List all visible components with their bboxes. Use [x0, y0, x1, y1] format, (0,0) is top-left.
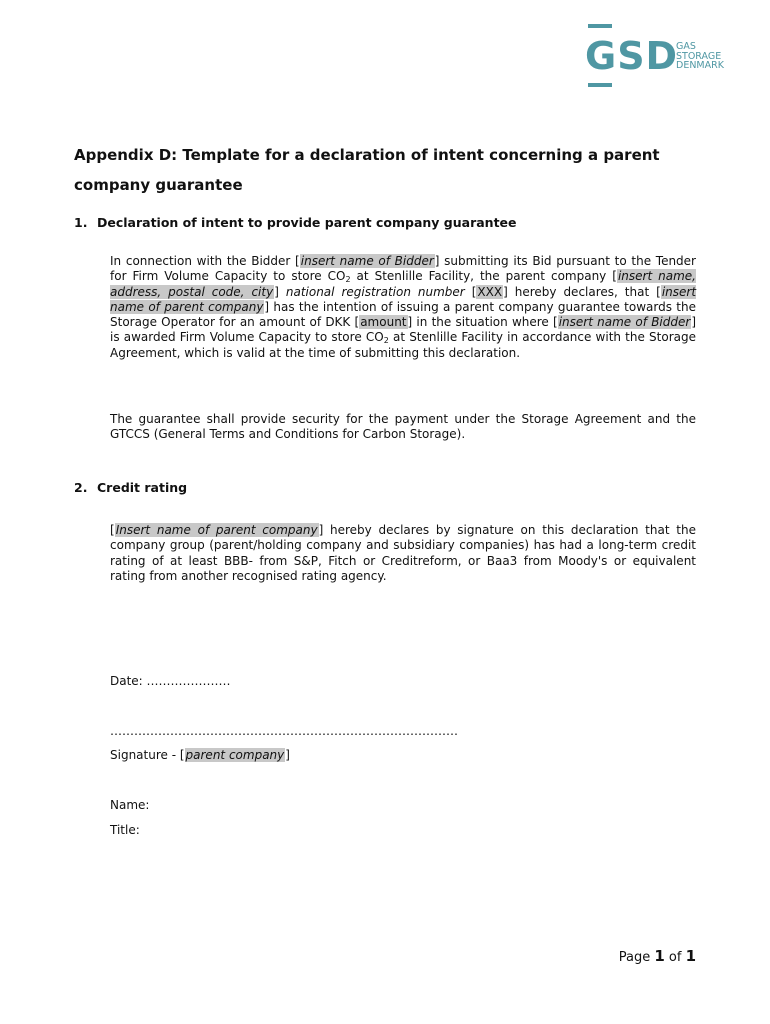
title-label: Title: — [110, 823, 140, 837]
logo-subtitle — [676, 42, 724, 71]
text-run: [ — [110, 523, 115, 537]
placeholder-signature-parent: parent company — [185, 748, 285, 762]
name-label: Name: — [110, 798, 150, 812]
gsd-logo — [585, 24, 745, 92]
text-run: ] is awarded Firm Volume Capacity to store CO — [110, 315, 696, 345]
section-1-number: 1. — [74, 215, 88, 230]
section-2-paragraph-1 — [110, 523, 696, 584]
subscript: 2 — [383, 336, 389, 346]
placeholder-parent-company: insert name of parent company — [110, 284, 697, 314]
text-run: ] hereby declares by signature on this declaration that the company group (parent/holding company and subsidiary companies) has had a long-term credit rating of at least BBB- from S&P, Fitch or Creditreform, or Baa3 from Moody's or equivalent rating from another recognised rating agency. — [110, 523, 696, 583]
logo-line-3: DENMARK — [676, 60, 724, 71]
placeholder-bidder-name: insert name of Bidder — [300, 254, 434, 268]
text-run: ] — [274, 284, 286, 299]
date-line: Date: ………………… — [110, 674, 231, 688]
text-run: at Stenlille Facility, the parent company [ — [350, 269, 617, 284]
registration-label: national registration number — [285, 284, 465, 299]
section-1-paragraph-2: The guarantee shall provide security for the payment under the Storage Agreement and the GTCCS (General Terms and Conditions for Carbon Storage). — [110, 412, 696, 442]
text-run: ] submitting its Bid pursuant to the Tender for Firm Volume Capacity to store CO — [110, 254, 696, 284]
document-title: Appendix D: Template for a declaration of intent concerning a parent company guarantee — [74, 146, 660, 194]
text-run: of — [664, 950, 686, 965]
text-run: Page — [618, 950, 655, 965]
text-run: ] — [285, 748, 290, 762]
text-run: [ — [464, 284, 477, 299]
text-run: ] has the intention of issuing a parent company guarantee towards the Storage Operator for an amount of DKK [ — [110, 299, 696, 330]
text-run: at Stenlille Facility in accordance with the Storage Agreement, which is valid at the time of submitting this declaration. — [110, 330, 696, 360]
section-1-paragraph-1 — [110, 254, 696, 361]
logo-mark: GSD — [585, 34, 679, 78]
placeholder-amount: amount — [360, 315, 407, 330]
subscript: 2 — [345, 275, 351, 285]
placeholder-bidder-name-2: insert name of Bidder — [558, 315, 691, 330]
placeholder-parent-company-2: Insert name of parent company — [115, 523, 318, 537]
logo-top-bar — [588, 24, 612, 28]
logo-line-2: STORAGE — [676, 50, 722, 62]
logo-line-1: GAS — [676, 41, 696, 52]
signature-label — [110, 748, 290, 763]
page-number — [619, 948, 696, 966]
logo-bottom-bar — [588, 83, 612, 87]
placeholder-xxx: XXX — [477, 284, 503, 299]
section-2-heading — [74, 480, 187, 496]
section-2-number: 2. — [74, 480, 88, 495]
text-run: ] hereby declares, that [ — [503, 284, 661, 299]
total-pages: 1 — [685, 947, 696, 965]
section-1-title: Declaration of intent to provide parent company guarantee — [97, 215, 517, 230]
current-page: 1 — [654, 947, 665, 965]
signature-dotted-line: …………………………………………………………………………… — [110, 724, 458, 738]
placeholder-address: insert name, address, postal code, city — [110, 269, 696, 299]
text-run: Signature - [ — [110, 748, 185, 762]
text-run: In connection with the Bidder [ — [110, 254, 300, 268]
section-2-title: Credit rating — [97, 480, 188, 495]
text-run: ] in the situation where [ — [407, 315, 558, 330]
section-1-heading — [74, 215, 517, 231]
